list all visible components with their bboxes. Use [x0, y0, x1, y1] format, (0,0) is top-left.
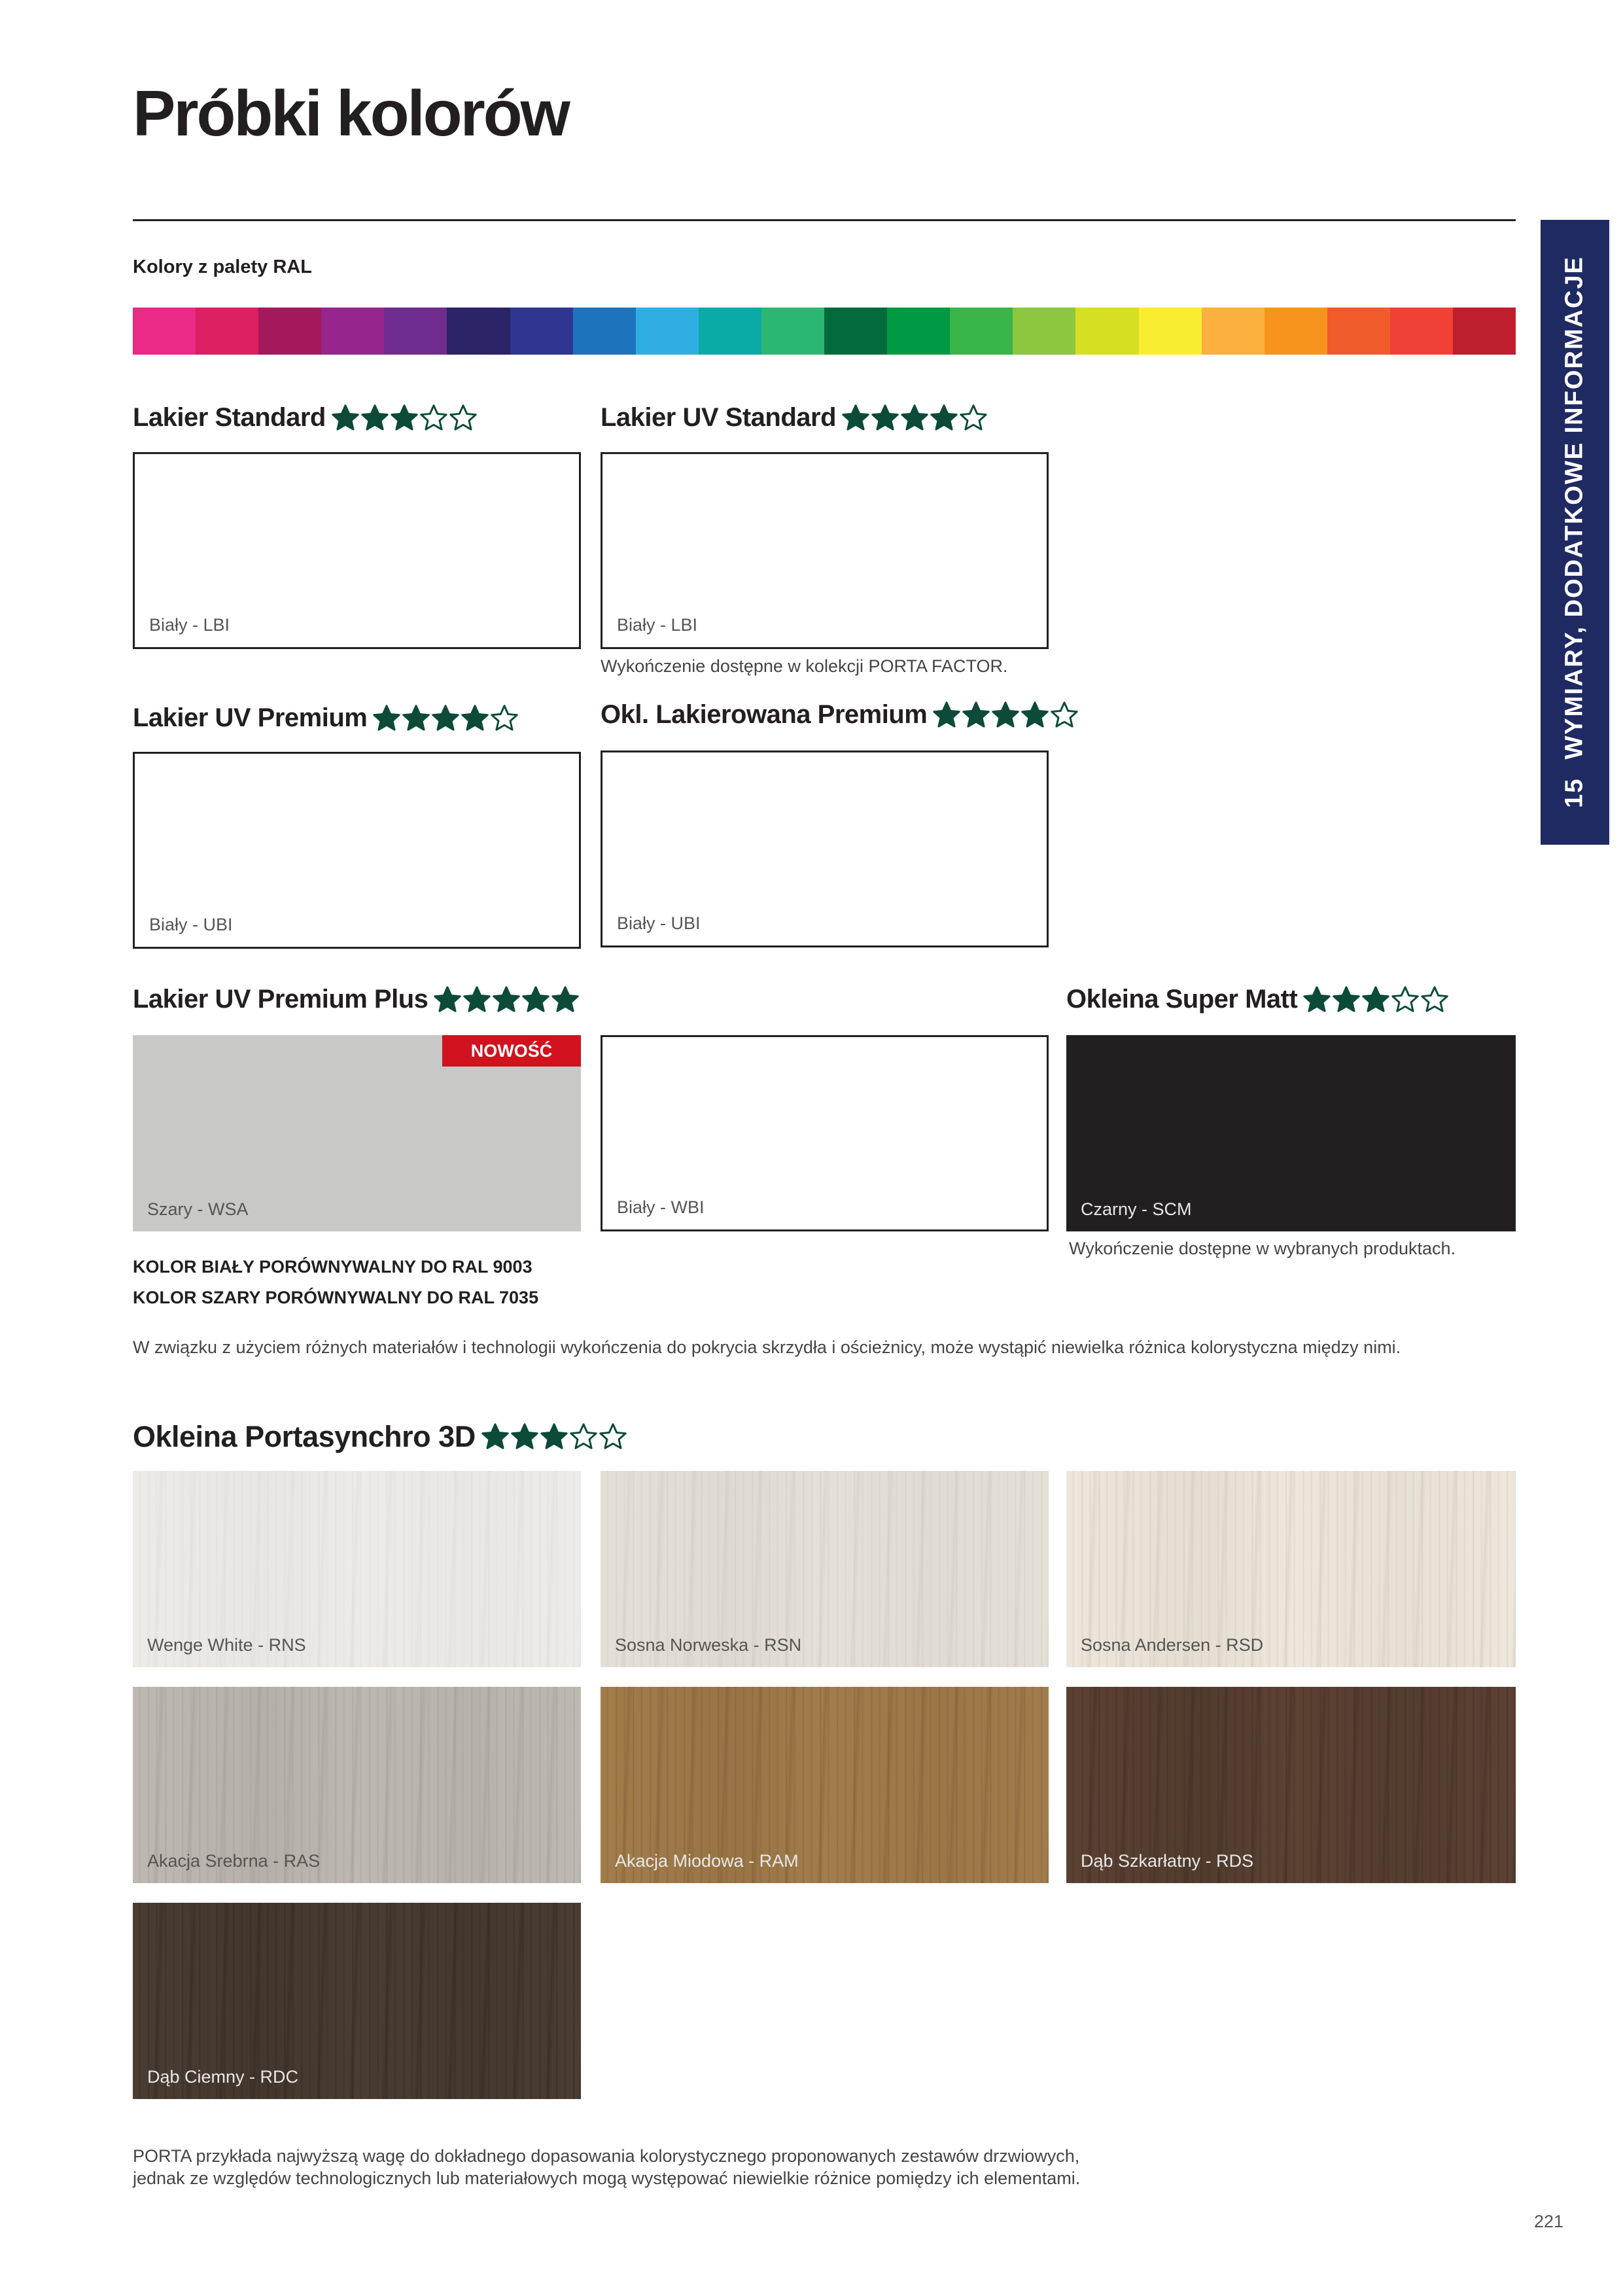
lakier-uv-premium-heading [133, 703, 519, 733]
star-filled-icon [551, 985, 580, 1014]
ral-color-13 [887, 308, 950, 355]
swatch-sosna-norweska[interactable] [601, 1471, 1049, 1667]
lakier-uv-standard-title: Lakier UV Standard [601, 403, 837, 432]
star-filled-icon [1021, 701, 1049, 730]
swatch-label: Sosna Andersen - RSD [1081, 1635, 1264, 1655]
star-filled-icon [390, 404, 419, 433]
lakier-uv-premium-title: Lakier UV Premium [133, 703, 368, 732]
rating-stars [932, 701, 1079, 730]
swatch-akacja-srebrna[interactable] [133, 1687, 581, 1883]
swatch-dab-szkarlatny[interactable] [1066, 1687, 1516, 1883]
ral-color-strip [133, 308, 1516, 355]
lakier-standard-title: Lakier Standard [133, 403, 326, 432]
swatch-lakier-uv-standard-white[interactable] [601, 452, 1049, 649]
ral-color-9 [636, 308, 699, 355]
star-empty-icon [1420, 985, 1449, 1014]
section-name: WYMIARY, DODATKOWE INFORMACJE [1560, 256, 1588, 760]
star-filled-icon [492, 985, 521, 1014]
ral-color-20 [1327, 308, 1390, 355]
footer-note-line-1: PORTA przykłada najwyższą wagę do dokładnego dopasowania kolorystycznego proponowanych zestawów drzwiowych, [133, 2146, 1080, 2166]
star-filled-icon [462, 985, 491, 1014]
portasynchro-heading [133, 1420, 628, 1454]
swatch-okleina-super-matt-black[interactable] [1066, 1035, 1516, 1231]
swatch-label: Szary - WSA [147, 1199, 249, 1219]
star-filled-icon [461, 704, 489, 733]
ral-color-2 [196, 308, 258, 355]
lakier-uv-standard-heading [601, 403, 988, 433]
swatch-label: Biały - WBI [617, 1197, 705, 1217]
lakier-uv-premium-plus-title: Lakier UV Premium Plus [133, 985, 428, 1014]
star-filled-icon [431, 704, 460, 733]
lakier-uv-premium-plus-heading [133, 985, 580, 1014]
swatch-lakier-standard-white[interactable] [133, 452, 581, 649]
rating-stars [433, 985, 580, 1014]
star-empty-icon [959, 404, 988, 433]
swatch-lakier-uv-premium-white[interactable] [133, 752, 581, 949]
swatch-label: Dąb Ciemny - RDC [147, 2067, 299, 2087]
page-number: 221 [1534, 2212, 1564, 2231]
ral-color-16 [1075, 308, 1138, 355]
super-matt-note: Wykończenie dostępne w wybranych produktach. [1069, 1239, 1456, 1258]
swatch-okl-lakierowana-premium-white[interactable] [601, 751, 1049, 947]
star-filled-icon [1302, 985, 1331, 1014]
swatch-sosna-andersen[interactable] [1066, 1471, 1516, 1667]
star-filled-icon [521, 985, 550, 1014]
ral-color-14 [950, 308, 1013, 355]
ral-palette-label: Kolory z palety RAL [133, 256, 312, 277]
rating-stars [481, 1422, 628, 1451]
star-filled-icon [932, 701, 961, 730]
lakier-standard-heading [133, 403, 478, 433]
ral-gray-note: KOLOR SZARY PORÓWNYWALNY DO RAL 7035 [133, 1288, 539, 1307]
ral-color-4 [321, 308, 384, 355]
swatch-label: Biały - LBI [149, 615, 230, 635]
swatch-lakier-uv-premium-plus-gray[interactable] [133, 1035, 581, 1231]
swatch-label: Biały - UBI [149, 915, 233, 934]
star-filled-icon [900, 404, 929, 433]
swatch-label: Sosna Norweska - RSN [615, 1635, 802, 1655]
ral-color-8 [573, 308, 636, 355]
swatch-akacja-miodowa[interactable] [601, 1687, 1049, 1883]
star-filled-icon [871, 404, 899, 433]
swatch-label: Biały - UBI [617, 913, 701, 933]
material-difference-note: W związku z użyciem różnych materiałów i technologii wykończenia do pokrycia skrzydła i ościeżnicy, może wystąpić niewielka różnica kolorystyczna między nimi. [133, 1337, 1401, 1357]
porta-factor-note: Wykończenie dostępne w kolekcji PORTA FACTOR. [601, 656, 1008, 676]
star-filled-icon [962, 701, 990, 730]
swatch-label: Dąb Szkarłatny - RDS [1081, 1851, 1254, 1871]
okl-lakierowana-premium-heading [601, 700, 1079, 730]
star-filled-icon [841, 404, 870, 433]
ral-color-6 [447, 308, 510, 355]
swatch-dab-ciemny[interactable] [133, 1903, 581, 2099]
new-badge: NOWOŚĆ [442, 1035, 581, 1067]
title-divider [133, 219, 1516, 221]
ral-white-note: KOLOR BIAŁY PORÓWNYWALNY DO RAL 9003 [133, 1257, 532, 1277]
ral-color-19 [1265, 308, 1327, 355]
rating-stars [1302, 985, 1450, 1014]
okleina-super-matt-heading [1066, 985, 1450, 1014]
swatch-wenge-white[interactable] [133, 1471, 581, 1667]
star-filled-icon [540, 1422, 568, 1451]
star-filled-icon [433, 985, 462, 1014]
star-filled-icon [1332, 985, 1361, 1014]
star-empty-icon [1050, 701, 1079, 730]
star-empty-icon [449, 404, 478, 433]
swatch-label: Akacja Srebrna - RAS [147, 1851, 321, 1871]
footer-note-line-2: jednak ze względów technologicznych lub materiałowych mogą występować niewielkie różnice pomiędzy ich elementami. [133, 2168, 1081, 2188]
portasynchro-title: Okleina Portasynchro 3D [133, 1420, 476, 1453]
ral-color-7 [510, 308, 573, 355]
section-side-tab-text [1561, 256, 1589, 808]
okleina-super-matt-title: Okleina Super Matt [1066, 985, 1298, 1014]
ral-color-11 [761, 308, 824, 355]
ral-color-3 [258, 308, 321, 355]
swatch-label: Czarny - SCM [1081, 1199, 1192, 1219]
swatch-label: Wenge White - RNS [147, 1635, 306, 1655]
star-empty-icon [490, 704, 519, 733]
star-filled-icon [510, 1422, 539, 1451]
star-empty-icon [599, 1422, 627, 1451]
star-filled-icon [360, 404, 389, 433]
star-empty-icon [569, 1422, 598, 1451]
star-filled-icon [481, 1422, 510, 1451]
star-filled-icon [331, 404, 360, 433]
star-empty-icon [419, 404, 448, 433]
section-number: 15 [1560, 777, 1588, 808]
rating-stars [331, 404, 478, 433]
ral-color-15 [1013, 308, 1075, 355]
star-filled-icon [930, 404, 958, 433]
ral-color-17 [1139, 308, 1202, 355]
swatch-label: Biały - LBI [617, 615, 698, 635]
star-empty-icon [1391, 985, 1420, 1014]
page-title: Próbki kolorów [133, 77, 568, 149]
ral-color-18 [1202, 308, 1265, 355]
star-filled-icon [991, 701, 1020, 730]
swatch-lakier-uv-premium-plus-white[interactable] [601, 1035, 1049, 1231]
rating-stars [841, 404, 988, 433]
ral-color-12 [824, 308, 887, 355]
ral-color-1 [133, 308, 196, 355]
star-filled-icon [1361, 985, 1390, 1014]
swatch-label: Akacja Miodowa - RAM [615, 1851, 799, 1871]
ral-color-22 [1453, 308, 1516, 355]
ral-color-21 [1390, 308, 1453, 355]
ral-color-10 [699, 308, 761, 355]
rating-stars [372, 704, 519, 733]
star-filled-icon [402, 704, 430, 733]
ral-color-5 [384, 308, 447, 355]
star-filled-icon [372, 704, 401, 733]
okl-lakierowana-premium-title: Okl. Lakierowana Premium [601, 700, 928, 729]
